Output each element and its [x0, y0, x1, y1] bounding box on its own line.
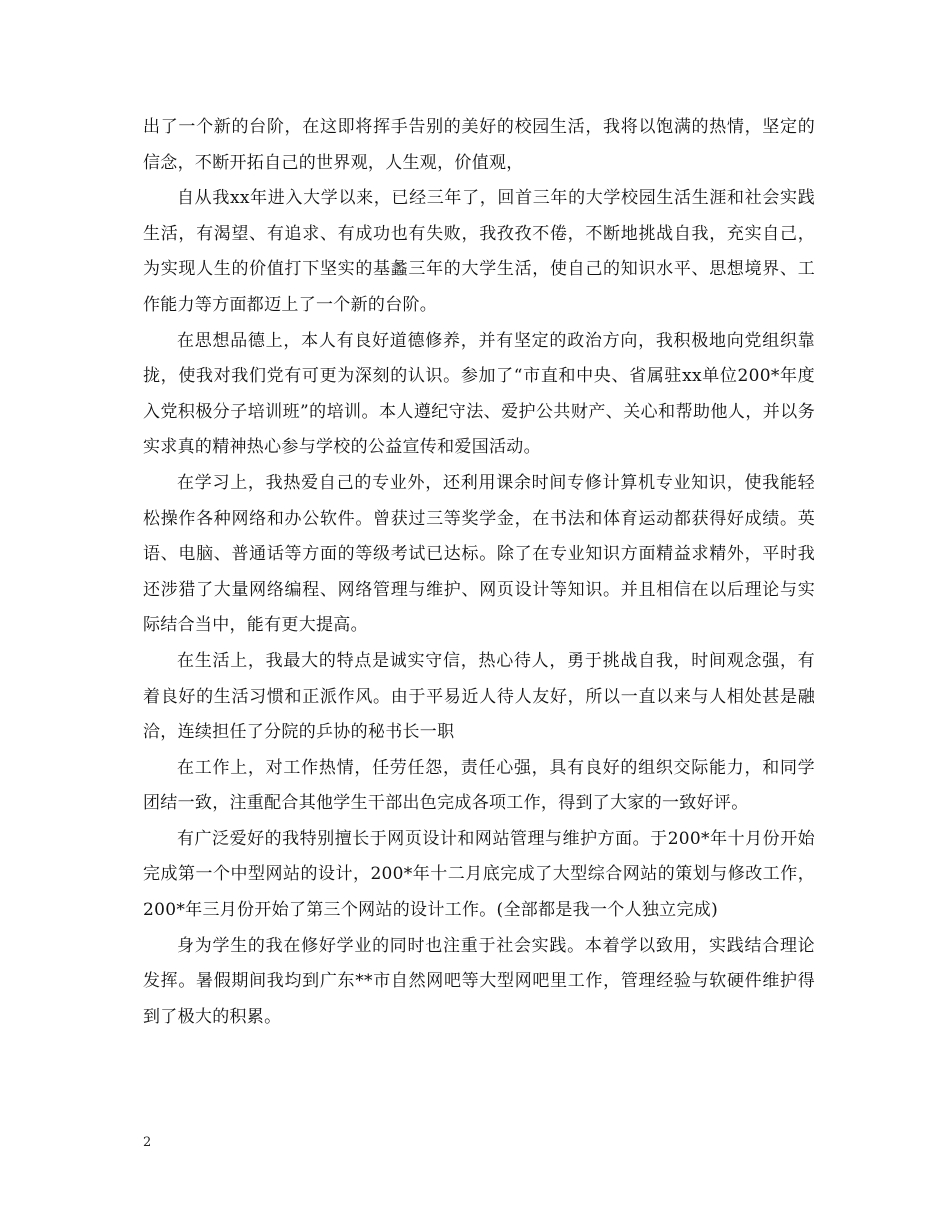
body-text: [143, 110, 815, 1035]
paragraph-work: 在工作上，对工作热情，任劳任怨，责任心强，具有良好的组织交际能力，和同学团结一致，注重配合其他学生干部出色完成各项工作，得到了大家的一致好评。: [143, 757, 815, 814]
paragraph-continuation: 出了一个新的台阶，在这即将挥手告别的美好的校园生活，我将以饱满的热情，坚定的信念，不断开拓自己的世界观，人生观，价值观，: [143, 117, 815, 173]
paragraph-study: 在学习上，我热爱自己的专业外，还利用课余时间专修计算机专业知识，使我能轻松操作各种网络和办公软件。曾获过三等奖学金，在书法和体育运动都获得好成绩。英语、电脑、普通话等方面的等级考试已达标。除了在专业知识方面精益求精外，平时我还涉猎了大量网络编程、网络管理与维护、网页设计等知识。并且相信在以后理论与实际结合当中，能有更大提高。: [143, 472, 815, 636]
paragraph-ideology: 在思想品德上，本人有良好道德修养，并有坚定的政治方向，我积极地向党组织靠拢，使我对我们党有可更为深刻的认识。参加了“市直和中央、省属驻xx单位200*年度入党积极分子培训班”的培训。本人遵纪守法、爱护公共财产、关心和帮助他人，并以务实求真的精神热心参与学校的公益宣传和爱国活动。: [143, 330, 815, 458]
paragraph-life: 在生活上，我最大的特点是诚实守信，热心待人，勇于挑战自我，时间观念强，有着良好的生活习惯和正派作风。由于平易近人待人友好，所以一直以来与人相处甚是融洽，连续担任了分院的乒协的秘书长一职: [143, 650, 815, 743]
page-number: 2: [143, 1135, 152, 1150]
paragraph-university-life: 自从我xx年进入大学以来，已经三年了，回首三年的大学校园生活生涯和社会实践生活，有渴望、有追求、有成功也有失败，我孜孜不倦，不断地挑战自我，充实自己，为实现人生的价值打下坚实的基蠡三年的大学生活，使自己的知识水平、思想境界、工作能力等方面都迈上了一个新的台阶。: [143, 188, 815, 315]
paragraph-social-practice: 身为学生的我在修好学业的同时也注重于社会实践。本着学以致用，实践结合理论发挥。暑假期间我均到广东**市自然网吧等大型网吧里工作，管理经验与软硬件维护得到了极大的积累。: [143, 935, 815, 1027]
paragraph-hobbies: 有广泛爱好的我特别擅长于网页设计和网站管理与维护方面。于200*年十月份开始完成第一个中型网站的设计，200*年十二月底完成了大型综合网站的策划与修改工作，200*年三月份开始了第三个网站的设计工作。(全部都是我一个人独立完成): [143, 828, 815, 921]
